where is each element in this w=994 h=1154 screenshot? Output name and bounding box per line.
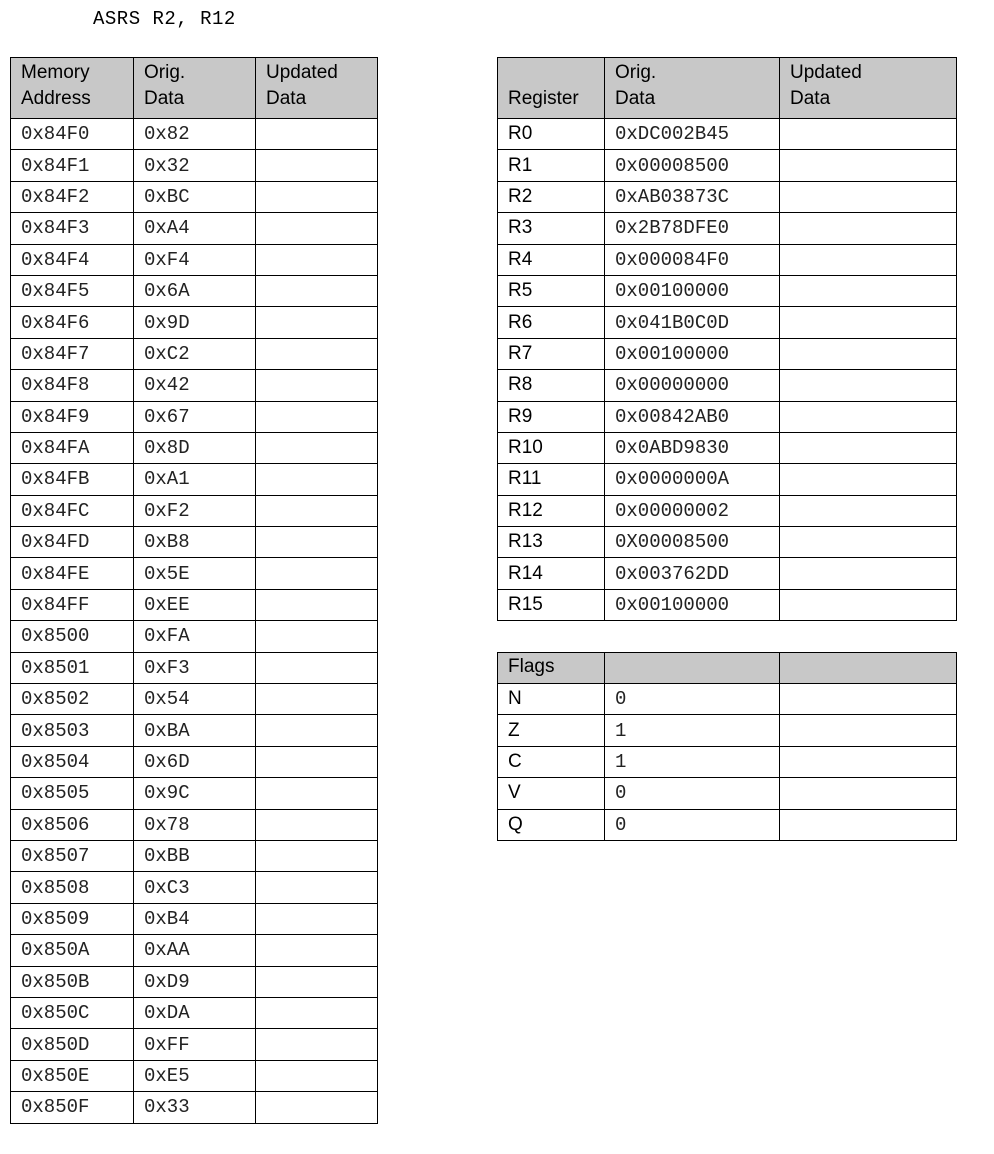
memory-address-cell: 0x850B (11, 966, 134, 997)
flag-name-cell: N (498, 684, 605, 715)
flag-name-cell: Q (498, 809, 605, 840)
orig-data-cell: 0xA4 (134, 213, 256, 244)
updated-data-cell (780, 464, 957, 495)
flags-table (497, 652, 957, 841)
memory-row (11, 840, 378, 871)
updated-data-cell (780, 275, 957, 306)
orig-data-cell: 0xC3 (134, 872, 256, 903)
memory-row (11, 338, 378, 369)
updated-data-cell (256, 872, 378, 903)
flag-name-cell: Z (498, 715, 605, 746)
orig-data-cell: 0x00100000 (605, 589, 780, 620)
memory-address-cell: 0x850E (11, 1060, 134, 1091)
flag-name-cell: C (498, 746, 605, 777)
memory-address-cell: 0x8506 (11, 809, 134, 840)
updated-data-cell (780, 150, 957, 181)
memory-row (11, 432, 378, 463)
memory-row (11, 119, 378, 150)
register-row (498, 401, 957, 432)
memory-row (11, 684, 378, 715)
updated-data-cell (256, 495, 378, 526)
memory-address-cell: 0x850F (11, 1092, 134, 1123)
flag-row (498, 746, 957, 777)
updated-data-cell (256, 1029, 378, 1060)
orig-data-cell: 0xEE (134, 589, 256, 620)
register-name-cell: R6 (498, 307, 605, 338)
orig-data-cell: 0x00008500 (605, 150, 780, 181)
memory-address-cell: 0x84F8 (11, 370, 134, 401)
register-row (498, 370, 957, 401)
memory-address-cell: 0x8505 (11, 778, 134, 809)
orig-data-cell: 0x003762DD (605, 558, 780, 589)
memory-row (11, 715, 378, 746)
memory-address-cell: 0x850A (11, 935, 134, 966)
updated-data-cell (256, 966, 378, 997)
memory-address-cell: 0x84FB (11, 464, 134, 495)
memory-address-cell: 0x850C (11, 997, 134, 1028)
memory-address-cell: 0x84F2 (11, 181, 134, 212)
memory-row (11, 809, 378, 840)
register-row (498, 150, 957, 181)
header-blank (780, 653, 957, 684)
orig-data-cell: 0 (605, 809, 780, 840)
header-line: Data (266, 88, 307, 109)
updated-data-cell (256, 589, 378, 620)
orig-data-cell: 0xE5 (134, 1060, 256, 1091)
updated-data-cell (256, 1092, 378, 1123)
flag-name-cell: V (498, 778, 605, 809)
memory-table-header (11, 58, 378, 119)
memory-row (11, 150, 378, 181)
memory-row (11, 527, 378, 558)
orig-data-cell: 0x00000002 (605, 495, 780, 526)
updated-data-cell (256, 370, 378, 401)
memory-row (11, 903, 378, 934)
orig-data-cell: 0x78 (134, 809, 256, 840)
updated-data-cell (256, 181, 378, 212)
orig-data-cell: 0xF3 (134, 652, 256, 683)
flag-row (498, 809, 957, 840)
orig-data-cell: 0x00100000 (605, 275, 780, 306)
register-table (497, 57, 957, 621)
register-row (498, 275, 957, 306)
updated-data-cell (256, 935, 378, 966)
memory-address-cell: 0x84FF (11, 589, 134, 620)
register-row (498, 338, 957, 369)
orig-data-cell: 0xC2 (134, 338, 256, 369)
updated-data-cell (780, 715, 957, 746)
updated-data-cell (256, 150, 378, 181)
orig-data-cell: 0x54 (134, 684, 256, 715)
orig-data-cell: 0 (605, 684, 780, 715)
register-row (498, 307, 957, 338)
register-row (498, 495, 957, 526)
register-name-cell: R7 (498, 338, 605, 369)
orig-data-cell: 0xFF (134, 1029, 256, 1060)
memory-address-cell: 0x84F6 (11, 307, 134, 338)
updated-data-cell (780, 119, 957, 150)
memory-address-cell: 0x8502 (11, 684, 134, 715)
register-name-cell: R12 (498, 495, 605, 526)
updated-data-cell (780, 558, 957, 589)
register-row (498, 213, 957, 244)
header-line: Updated (790, 62, 862, 83)
orig-data-cell: 0xDA (134, 997, 256, 1028)
header-line: Data (615, 88, 656, 109)
orig-data-cell: 0x82 (134, 119, 256, 150)
orig-data-cell: 0xA1 (134, 464, 256, 495)
updated-data-cell (256, 119, 378, 150)
orig-data-cell: 1 (605, 746, 780, 777)
memory-address-cell: 0x8503 (11, 715, 134, 746)
orig-data-cell: 0xF2 (134, 495, 256, 526)
header-blank (605, 653, 780, 684)
orig-data-cell: 0x00100000 (605, 338, 780, 369)
header-orig-data (605, 58, 780, 119)
updated-data-cell (780, 370, 957, 401)
register-table-header (498, 58, 957, 119)
register-row (498, 589, 957, 620)
orig-data-cell: 0X00008500 (605, 527, 780, 558)
updated-data-cell (256, 244, 378, 275)
memory-row (11, 401, 378, 432)
updated-data-cell (256, 307, 378, 338)
updated-data-cell (256, 903, 378, 934)
header-register (498, 58, 605, 119)
updated-data-cell (256, 527, 378, 558)
memory-row (11, 464, 378, 495)
register-row (498, 464, 957, 495)
updated-data-cell (780, 495, 957, 526)
memory-address-cell: 0x84F4 (11, 244, 134, 275)
memory-row (11, 1060, 378, 1091)
register-row (498, 527, 957, 558)
memory-address-cell: 0x84F3 (11, 213, 134, 244)
register-name-cell: R2 (498, 181, 605, 212)
memory-row (11, 370, 378, 401)
memory-row (11, 275, 378, 306)
memory-address-cell: 0x84F9 (11, 401, 134, 432)
memory-address-cell: 0x84F5 (11, 275, 134, 306)
flag-row (498, 778, 957, 809)
updated-data-cell (256, 401, 378, 432)
register-name-cell: R4 (498, 244, 605, 275)
updated-data-cell (256, 715, 378, 746)
register-name-cell: R9 (498, 401, 605, 432)
orig-data-cell: 0xD9 (134, 966, 256, 997)
orig-data-cell: 0xB4 (134, 903, 256, 934)
flags-table-header (498, 653, 957, 684)
updated-data-cell (256, 809, 378, 840)
register-name-cell: R15 (498, 589, 605, 620)
orig-data-cell: 0xF4 (134, 244, 256, 275)
memory-table (10, 57, 378, 1124)
header-line: Orig. (615, 62, 657, 83)
memory-row (11, 213, 378, 244)
memory-address-cell: 0x8504 (11, 746, 134, 777)
updated-data-cell (256, 778, 378, 809)
orig-data-cell: 0x6D (134, 746, 256, 777)
updated-data-cell (256, 746, 378, 777)
updated-data-cell (256, 621, 378, 652)
memory-row (11, 181, 378, 212)
orig-data-cell: 0xB8 (134, 527, 256, 558)
orig-data-cell: 0x00000000 (605, 370, 780, 401)
orig-data-cell: 0xAB03873C (605, 181, 780, 212)
register-row (498, 432, 957, 463)
updated-data-cell (780, 338, 957, 369)
orig-data-cell: 0xBB (134, 840, 256, 871)
memory-address-cell: 0x84FE (11, 558, 134, 589)
memory-address-cell: 0x8500 (11, 621, 134, 652)
register-row (498, 244, 957, 275)
orig-data-cell: 0 (605, 778, 780, 809)
register-name-cell: R5 (498, 275, 605, 306)
updated-data-cell (256, 684, 378, 715)
register-name-cell: R14 (498, 558, 605, 589)
orig-data-cell: 0x5E (134, 558, 256, 589)
updated-data-cell (780, 527, 957, 558)
updated-data-cell (780, 684, 957, 715)
memory-address-cell: 0x84F1 (11, 150, 134, 181)
memory-row (11, 244, 378, 275)
orig-data-cell: 0x00842AB0 (605, 401, 780, 432)
orig-data-cell: 0xFA (134, 621, 256, 652)
orig-data-cell: 0x32 (134, 150, 256, 181)
memory-row (11, 746, 378, 777)
memory-address-cell: 0x84FC (11, 495, 134, 526)
memory-row (11, 621, 378, 652)
header-line: Register (508, 88, 579, 109)
orig-data-cell: 1 (605, 715, 780, 746)
updated-data-cell (780, 181, 957, 212)
register-row (498, 119, 957, 150)
register-row (498, 558, 957, 589)
register-row (498, 181, 957, 212)
flag-row (498, 715, 957, 746)
orig-data-cell: 0x9C (134, 778, 256, 809)
header-updated-data (256, 58, 378, 119)
orig-data-cell: 0x67 (134, 401, 256, 432)
updated-data-cell (256, 558, 378, 589)
memory-row (11, 589, 378, 620)
memory-address-cell: 0x8501 (11, 652, 134, 683)
header-flags: Flags (498, 653, 605, 684)
updated-data-cell (780, 213, 957, 244)
updated-data-cell (780, 401, 957, 432)
orig-data-cell: 0x0000000A (605, 464, 780, 495)
orig-data-cell: 0x9D (134, 307, 256, 338)
register-name-cell: R3 (498, 213, 605, 244)
updated-data-cell (780, 746, 957, 777)
register-name-cell: R8 (498, 370, 605, 401)
memory-row (11, 652, 378, 683)
memory-row (11, 778, 378, 809)
header-updated-data (780, 58, 957, 119)
memory-address-cell: 0x8509 (11, 903, 134, 934)
memory-address-cell: 0x84FA (11, 432, 134, 463)
updated-data-cell (256, 213, 378, 244)
memory-row (11, 872, 378, 903)
updated-data-cell (256, 338, 378, 369)
memory-row (11, 935, 378, 966)
memory-row (11, 997, 378, 1028)
header-line: Data (790, 88, 831, 109)
updated-data-cell (256, 464, 378, 495)
orig-data-cell: 0x0ABD9830 (605, 432, 780, 463)
orig-data-cell: 0xBA (134, 715, 256, 746)
memory-address-cell: 0x84FD (11, 527, 134, 558)
header-line: Updated (266, 62, 338, 83)
orig-data-cell: 0x000084F0 (605, 244, 780, 275)
header-line: Orig. (144, 62, 186, 83)
header-memory-address (11, 58, 134, 119)
memory-address-cell: 0x850D (11, 1029, 134, 1060)
orig-data-cell: 0xAA (134, 935, 256, 966)
orig-data-cell: 0x6A (134, 275, 256, 306)
memory-row (11, 307, 378, 338)
header-line: Data (144, 88, 185, 109)
orig-data-cell: 0x33 (134, 1092, 256, 1123)
instruction-text: ASRS R2, R12 (93, 8, 236, 30)
orig-data-cell: 0x041B0C0D (605, 307, 780, 338)
register-name-cell: R0 (498, 119, 605, 150)
updated-data-cell (256, 432, 378, 463)
updated-data-cell (256, 275, 378, 306)
updated-data-cell (256, 1060, 378, 1091)
updated-data-cell (780, 307, 957, 338)
updated-data-cell (780, 809, 957, 840)
updated-data-cell (256, 997, 378, 1028)
updated-data-cell (256, 652, 378, 683)
header-orig-data (134, 58, 256, 119)
updated-data-cell (256, 840, 378, 871)
memory-row (11, 1092, 378, 1123)
orig-data-cell: 0xDC002B45 (605, 119, 780, 150)
updated-data-cell (780, 244, 957, 275)
updated-data-cell (780, 432, 957, 463)
header-line: Memory (21, 62, 90, 83)
updated-data-cell (780, 589, 957, 620)
memory-address-cell: 0x84F0 (11, 119, 134, 150)
flag-row (498, 684, 957, 715)
header-line: Address (21, 88, 91, 109)
memory-row (11, 1029, 378, 1060)
orig-data-cell: 0x2B78DFE0 (605, 213, 780, 244)
register-name-cell: R11 (498, 464, 605, 495)
memory-row (11, 966, 378, 997)
orig-data-cell: 0x8D (134, 432, 256, 463)
register-name-cell: R13 (498, 527, 605, 558)
memory-address-cell: 0x8508 (11, 872, 134, 903)
orig-data-cell: 0x42 (134, 370, 256, 401)
updated-data-cell (780, 778, 957, 809)
register-name-cell: R10 (498, 432, 605, 463)
memory-address-cell: 0x8507 (11, 840, 134, 871)
memory-row (11, 558, 378, 589)
memory-row (11, 495, 378, 526)
memory-address-cell: 0x84F7 (11, 338, 134, 369)
orig-data-cell: 0xBC (134, 181, 256, 212)
register-name-cell: R1 (498, 150, 605, 181)
